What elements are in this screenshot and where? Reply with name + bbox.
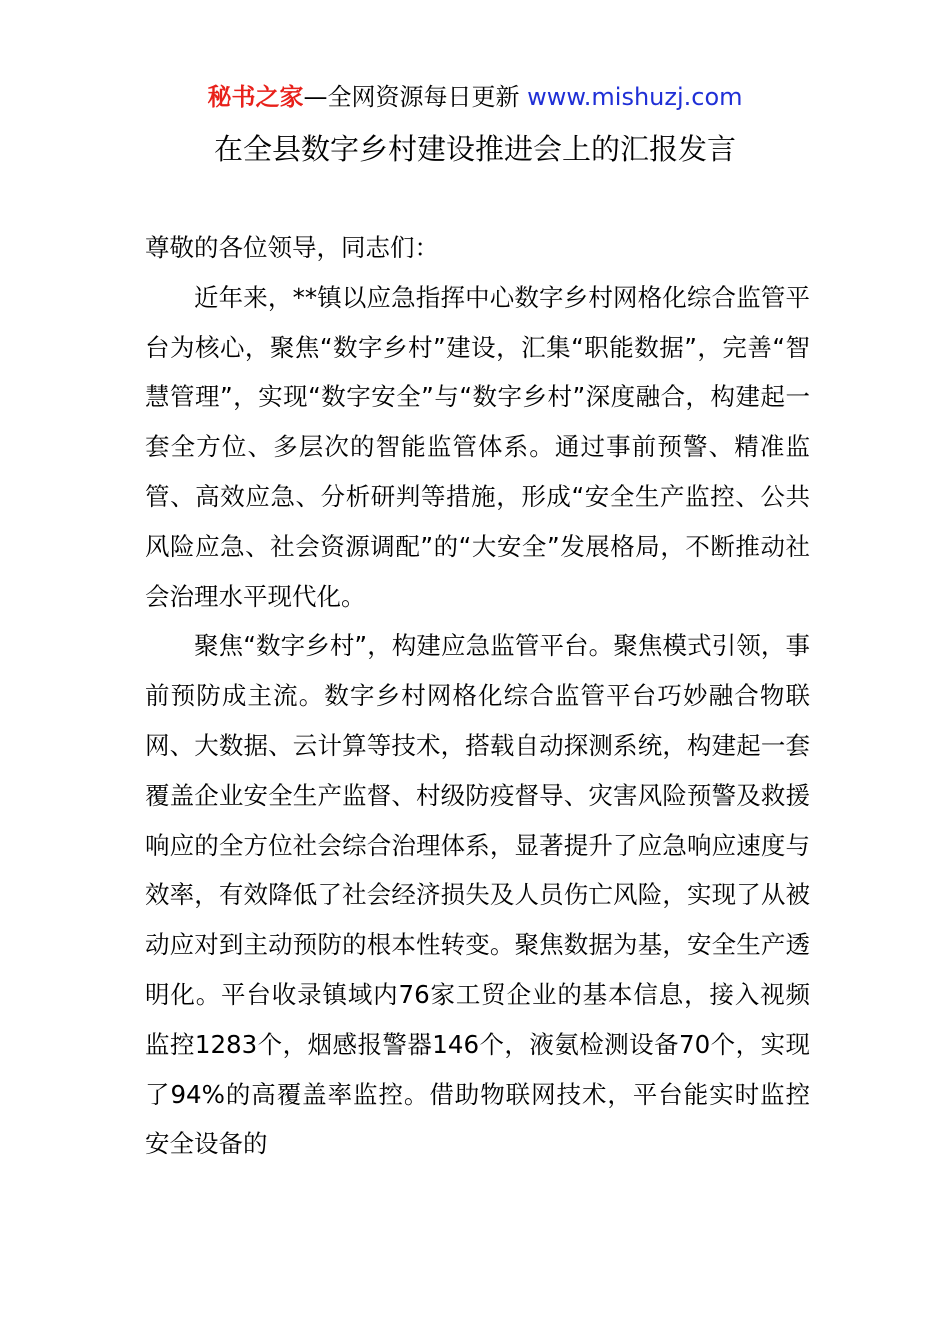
document-title: 在全县数字乡村建设推进会上的汇报发言 <box>213 132 736 166</box>
site-url-link[interactable]: www.mishuzj.com <box>527 83 743 111</box>
paragraph: 近年来，**镇以应急指挥中心数字乡村网格化综合监管平台为核心，聚焦“数字乡村”建设，汇集“职能数据”，完善“智慧管理”，实现“数字安全”与“数字乡村”深度融合，构建起一套全方位、多层次的智能监管体系。通过事前预警、精准监管、高效应急、分析研判等措施，形成“安全生产监控、公共风险应急、社会资源调配”的“大安全”发展格局，不断推动社会治理水平现代化。 <box>145 282 810 611</box>
site-tagline: —全网资源每日更新 <box>303 83 520 111</box>
document-body <box>145 223 810 1169</box>
site-header <box>0 80 950 114</box>
paragraph: 聚焦“数字乡村”，构建应急监管平台。聚焦模式引领，事前预防成主流。数字乡村网格化综合监管平台巧妙融合物联网、大数据、云计算等技术，搭载自动探测系统，构建起一套覆盖企业安全生产监督、村级防疫督导、灾害风险预警及救援响应的全方位社会综合治理体系，显著提升了应急响应速度与效率，有效降低了社会经济损失及人员伤亡风险，实现了从被动应对到主动预防的根本性转变。聚焦数据为基，安全生产透明化。平台收录镇域内76家工贸企业的基本信息，接入视频监控1283个，烟感报警器146个，液氨检测设备70个，实现了94%的高覆盖率监控。借助物联网技术，平台能实时监控安全设备的 <box>145 631 810 1159</box>
salutation: 尊敬的各位领导，同志们： <box>145 233 439 262</box>
site-brand: 秘书之家 <box>207 83 304 111</box>
